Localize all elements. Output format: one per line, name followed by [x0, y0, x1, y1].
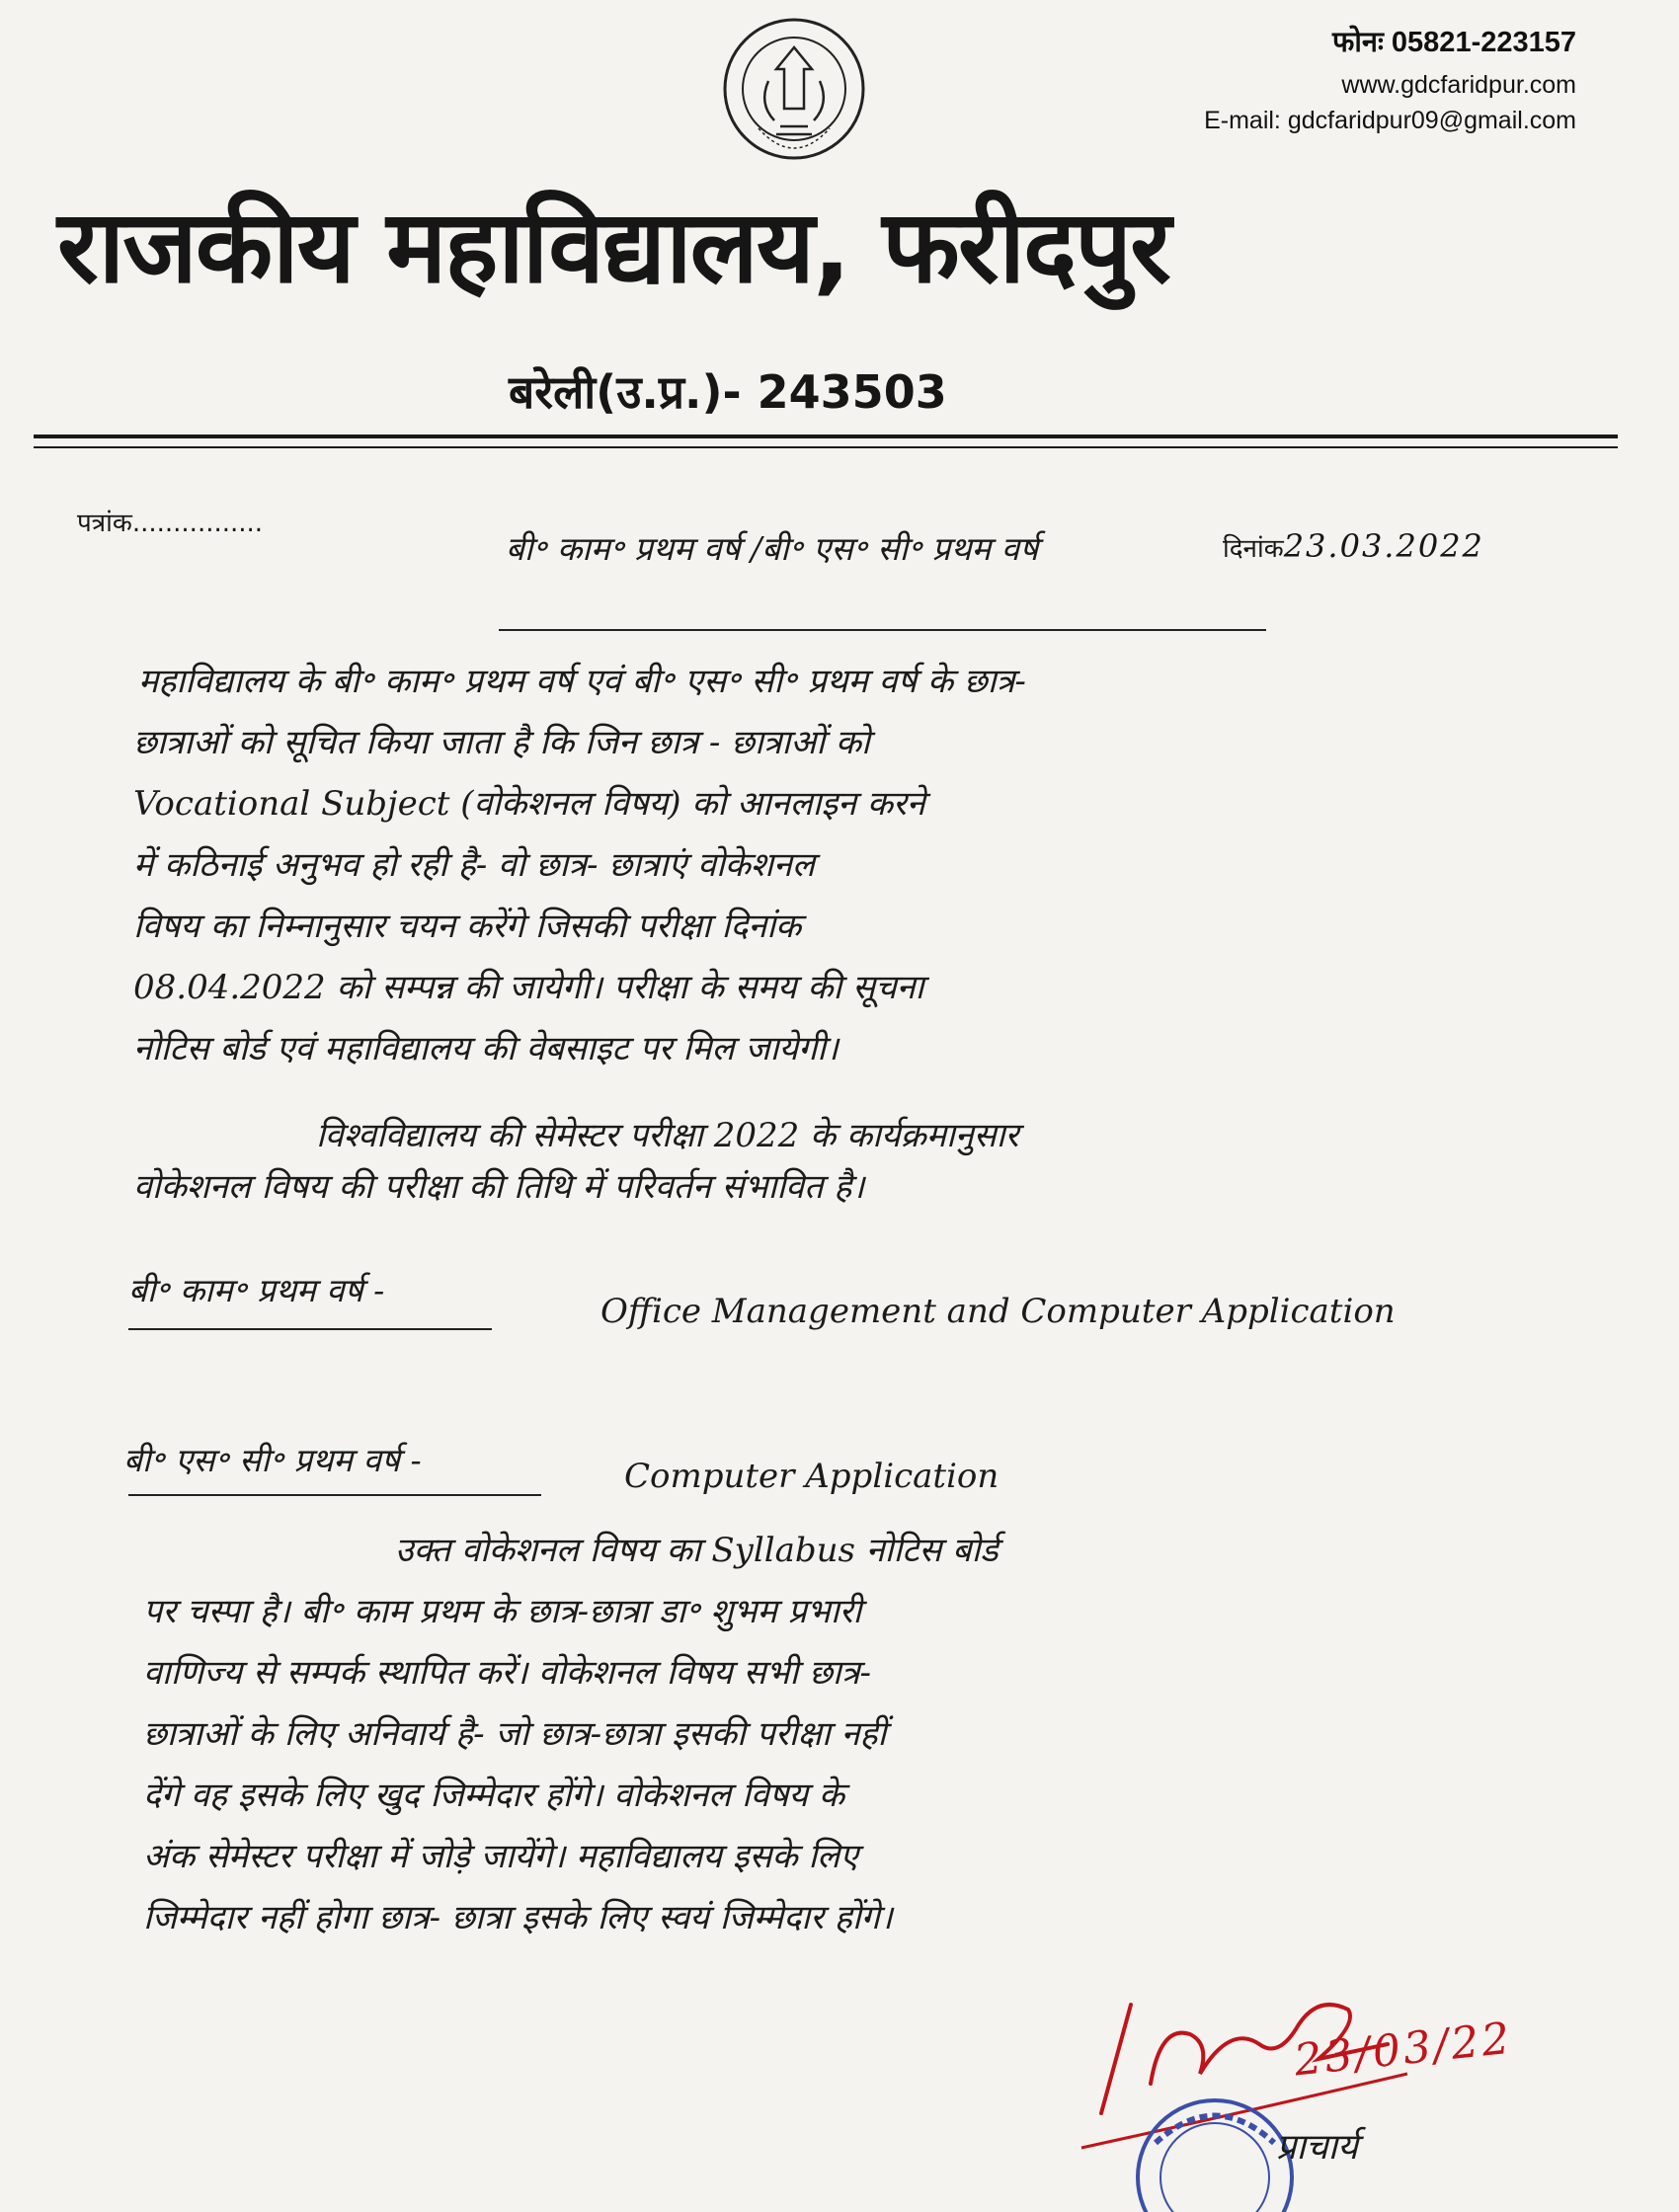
text-line: वाणिज्य से सम्पर्क स्थापित करें। वोकेशनल विषय सभी छात्र-: [143, 1653, 871, 1693]
header-divider: [34, 434, 1618, 438]
text-line: Vocational Subject (वोकेशनल विषय) को आनलाइन करने: [133, 784, 925, 824]
bsc-label: बी॰ एस॰ सी॰ प्रथम वर्ष -: [123, 1441, 422, 1479]
date-value: 23.03.2022: [1283, 527, 1484, 565]
website-link[interactable]: www.gdcfaridpur.com: [1341, 71, 1576, 99]
date-block: [1223, 527, 1484, 565]
email-address[interactable]: E-mail: gdcfaridpur09@gmail.com: [1204, 107, 1576, 134]
bsc-underline: [128, 1494, 541, 1496]
text-line: महाविद्यालय के बी॰ काम॰ प्रथम वर्ष एवं बी॰ एस॰ सी॰ प्रथम वर्ष के छात्र-: [138, 662, 1026, 701]
signature-date: 23/03/22: [1291, 2013, 1515, 2087]
up-government-emblem-icon: [719, 10, 869, 178]
text-line: अंक सेमेस्टर परीक्षा में जोड़े जायेंगे। महाविद्यालय इसके लिए: [143, 1837, 859, 1876]
text-line: छात्राओं के लिए अनिवार्य है- जो छात्र-छात्रा इसकी परीक्षा नहीं: [143, 1714, 887, 1754]
subject-underline: [499, 629, 1266, 631]
text-line: उक्त वोकेशनल विषय का Syllabus नोटिस बोर्ड: [395, 1531, 999, 1570]
text-line: वोकेशनल विषय की परीक्षा की तिथि में परिवर्तन संभावित है।: [133, 1167, 865, 1207]
bsc-vocational-subject: Computer Application: [624, 1457, 999, 1496]
text-line: देंगे वह इसके लिए खुद जिम्मेदार होंगे। वोकेशनल विषय के: [143, 1776, 844, 1815]
notice-subject: बी॰ काम॰ प्रथम वर्ष /बी॰ एस॰ सी॰ प्रथम वर्ष: [506, 529, 1039, 568]
text-line: 08.04.2022 को सम्पन्न की जायेगी। परीक्षा के समय की सूचना: [133, 968, 924, 1007]
text-line: पर चस्पा है। बी॰ काम प्रथम के छात्र-छात्रा डा॰ शुभम प्रभारी: [143, 1592, 862, 1631]
text-line: विश्वविद्यालय की सेमेस्टर परीक्षा 2022 के कार्यक्रमानुसार: [316, 1116, 1019, 1155]
bcom-vocational-subject: Office Management and Computer Application: [600, 1292, 1396, 1331]
header-divider: [34, 446, 1618, 448]
college-name: राजकीय महाविद्यालय, फरीदपुर: [57, 189, 1169, 306]
bcom-underline: [128, 1328, 492, 1330]
date-label: दिनांक: [1223, 534, 1284, 564]
bcom-label: बी॰ काम॰ प्रथम वर्ष -: [128, 1271, 385, 1309]
phone-number: फोनः 05821-223157: [1332, 27, 1576, 58]
text-line: छात्राओं को सूचित किया जाता है कि जिन छात्र - छात्राओं को: [133, 723, 870, 762]
reference-number: पत्रांक................: [77, 509, 264, 538]
text-line: विषय का निम्नानुसार चयन करेंगे जिसकी परीक्षा दिनांक: [133, 907, 802, 946]
text-line: जिम्मेदार नहीं होगा छात्र- छात्रा इसके लिए स्वयं जिम्मेदार होंगे।: [143, 1898, 893, 1937]
college-address: बरेली(उ.प्र.)- 243503: [509, 365, 947, 419]
principal-designation: प्राचार्य: [1276, 2127, 1358, 2168]
text-line: नोटिस बोर्ड एवं महाविद्यालय की वेबसाइट पर मिल जायेगी।: [133, 1029, 839, 1068]
text-line: में कठिनाई अनुभव हो रही है- वो छात्र- छात्राएं वोकेशनल: [133, 845, 815, 885]
